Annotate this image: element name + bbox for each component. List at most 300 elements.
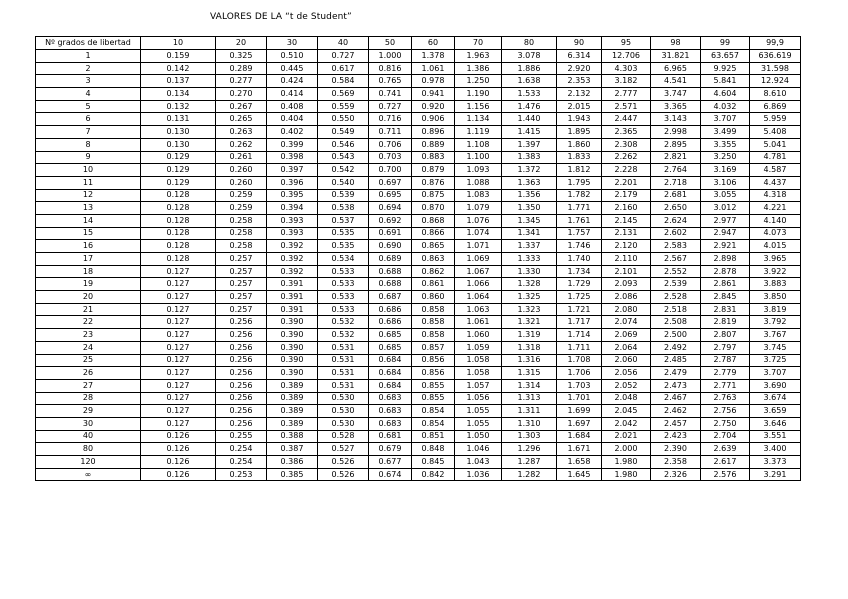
- value-cell: 5.408: [750, 126, 801, 139]
- value-cell: 3.707: [701, 113, 750, 126]
- df-cell: 20: [36, 291, 141, 304]
- value-cell: 1.729: [557, 278, 602, 291]
- value-cell: 0.546: [318, 138, 369, 151]
- value-cell: 0.257: [216, 291, 267, 304]
- value-cell: 0.126: [141, 443, 216, 456]
- value-cell: 3.674: [750, 392, 801, 405]
- value-cell: 1.067: [455, 265, 502, 278]
- value-cell: 1.156: [455, 100, 502, 113]
- value-cell: 2.131: [602, 227, 651, 240]
- value-cell: 2.681: [651, 189, 701, 202]
- value-cell: 1.337: [502, 240, 557, 253]
- value-cell: 2.977: [701, 214, 750, 227]
- value-cell: 0.256: [216, 316, 267, 329]
- value-cell: 2.358: [651, 456, 701, 469]
- value-cell: 1.703: [557, 379, 602, 392]
- value-cell: 0.533: [318, 278, 369, 291]
- value-cell: 0.527: [318, 443, 369, 456]
- value-cell: 0.765: [369, 75, 412, 88]
- value-cell: 2.326: [651, 468, 701, 481]
- value-cell: 0.127: [141, 303, 216, 316]
- value-cell: 5.959: [750, 113, 801, 126]
- df-cell: 24: [36, 341, 141, 354]
- value-cell: 0.681: [369, 430, 412, 443]
- value-cell: 0.267: [216, 100, 267, 113]
- table-row: [36, 100, 801, 113]
- value-cell: 1.795: [557, 176, 602, 189]
- value-cell: 0.538: [318, 202, 369, 215]
- value-cell: 0.535: [318, 240, 369, 253]
- value-cell: 1.757: [557, 227, 602, 240]
- value-cell: 0.860: [412, 291, 455, 304]
- value-cell: 0.695: [369, 189, 412, 202]
- value-cell: 0.879: [412, 164, 455, 177]
- value-cell: 1.415: [502, 126, 557, 139]
- value-cell: 1.886: [502, 62, 557, 75]
- df-cell: 6: [36, 113, 141, 126]
- value-cell: 0.863: [412, 253, 455, 266]
- value-cell: 0.128: [141, 227, 216, 240]
- value-cell: 2.821: [651, 151, 701, 164]
- value-cell: 2.485: [651, 354, 701, 367]
- value-cell: 0.531: [318, 341, 369, 354]
- value-cell: 1.895: [557, 126, 602, 139]
- value-cell: 3.725: [750, 354, 801, 367]
- value-cell: 0.127: [141, 291, 216, 304]
- value-cell: 1.079: [455, 202, 502, 215]
- value-cell: 0.128: [141, 253, 216, 266]
- value-cell: 0.129: [141, 176, 216, 189]
- value-cell: 0.389: [267, 417, 318, 430]
- value-cell: 2.567: [651, 253, 701, 266]
- value-cell: 0.257: [216, 265, 267, 278]
- value-cell: 2.132: [557, 88, 602, 101]
- table-row: [36, 392, 801, 405]
- df-cell: 3: [36, 75, 141, 88]
- table-row: [36, 151, 801, 164]
- value-cell: 0.128: [141, 240, 216, 253]
- value-cell: 0.537: [318, 214, 369, 227]
- value-cell: 1.119: [455, 126, 502, 139]
- value-cell: 0.855: [412, 379, 455, 392]
- value-cell: 2.201: [602, 176, 651, 189]
- value-cell: 3.792: [750, 316, 801, 329]
- value-cell: 0.126: [141, 468, 216, 481]
- value-cell: 0.127: [141, 341, 216, 354]
- value-cell: 0.896: [412, 126, 455, 139]
- value-cell: 4.140: [750, 214, 801, 227]
- df-cell: 13: [36, 202, 141, 215]
- value-cell: 2.797: [701, 341, 750, 354]
- value-cell: 2.779: [701, 367, 750, 380]
- value-cell: 0.259: [216, 189, 267, 202]
- value-cell: 0.857: [412, 341, 455, 354]
- value-cell: 0.688: [369, 265, 412, 278]
- value-cell: 3.182: [602, 75, 651, 88]
- value-cell: 3.078: [502, 50, 557, 63]
- value-cell: 0.862: [412, 265, 455, 278]
- value-cell: 0.875: [412, 189, 455, 202]
- table-row: [36, 62, 801, 75]
- value-cell: 0.325: [216, 50, 267, 63]
- value-cell: 0.263: [216, 126, 267, 139]
- value-cell: 0.854: [412, 405, 455, 418]
- df-cell: 23: [36, 329, 141, 342]
- value-cell: 2.462: [651, 405, 701, 418]
- value-cell: 3.055: [701, 189, 750, 202]
- value-cell: 3.690: [750, 379, 801, 392]
- value-cell: 0.865: [412, 240, 455, 253]
- value-cell: 0.391: [267, 278, 318, 291]
- value-cell: 2.473: [651, 379, 701, 392]
- value-cell: 2.528: [651, 291, 701, 304]
- value-cell: 2.015: [557, 100, 602, 113]
- table-row: [36, 367, 801, 380]
- header-confidence-9: 90: [557, 37, 602, 50]
- value-cell: 2.228: [602, 164, 651, 177]
- value-cell: 2.086: [602, 291, 651, 304]
- df-cell: 16: [36, 240, 141, 253]
- header-degrees-of-freedom: Nº grados de libertad: [36, 37, 141, 50]
- value-cell: 0.256: [216, 341, 267, 354]
- table-row: [36, 126, 801, 139]
- value-cell: 0.253: [216, 468, 267, 481]
- value-cell: 2.045: [602, 405, 651, 418]
- value-cell: 2.718: [651, 176, 701, 189]
- value-cell: 0.398: [267, 151, 318, 164]
- value-cell: 0.394: [267, 202, 318, 215]
- df-cell: 30: [36, 417, 141, 430]
- value-cell: 0.535: [318, 227, 369, 240]
- value-cell: 0.391: [267, 303, 318, 316]
- table-row: [36, 202, 801, 215]
- value-cell: 0.842: [412, 468, 455, 481]
- value-cell: 1.313: [502, 392, 557, 405]
- table-row: [36, 189, 801, 202]
- value-cell: 2.845: [701, 291, 750, 304]
- value-cell: 0.254: [216, 456, 267, 469]
- table-row: [36, 176, 801, 189]
- value-cell: 0.256: [216, 329, 267, 342]
- value-cell: 2.583: [651, 240, 701, 253]
- value-cell: 0.851: [412, 430, 455, 443]
- table-row: [36, 417, 801, 430]
- value-cell: 1.056: [455, 392, 502, 405]
- df-cell: 19: [36, 278, 141, 291]
- header-confidence-1: 10: [141, 37, 216, 50]
- table-row: [36, 303, 801, 316]
- df-cell: 5: [36, 100, 141, 113]
- value-cell: 1.250: [455, 75, 502, 88]
- value-cell: 3.373: [750, 456, 801, 469]
- value-cell: 0.683: [369, 405, 412, 418]
- df-cell: 26: [36, 367, 141, 380]
- value-cell: 2.650: [651, 202, 701, 215]
- df-cell: 40: [36, 430, 141, 443]
- value-cell: 1.980: [602, 468, 651, 481]
- value-cell: 0.388: [267, 430, 318, 443]
- value-cell: 2.423: [651, 430, 701, 443]
- value-cell: 2.508: [651, 316, 701, 329]
- table-row: [36, 430, 801, 443]
- table-row: [36, 253, 801, 266]
- value-cell: 1.697: [557, 417, 602, 430]
- header-confidence-8: 80: [502, 37, 557, 50]
- value-cell: 0.703: [369, 151, 412, 164]
- value-cell: 1.943: [557, 113, 602, 126]
- value-cell: 2.110: [602, 253, 651, 266]
- value-cell: 4.437: [750, 176, 801, 189]
- value-cell: 0.690: [369, 240, 412, 253]
- value-cell: 1.350: [502, 202, 557, 215]
- value-cell: 1.036: [455, 468, 502, 481]
- value-cell: 1.725: [557, 291, 602, 304]
- value-cell: 1.645: [557, 468, 602, 481]
- value-cell: 0.127: [141, 405, 216, 418]
- value-cell: 0.397: [267, 164, 318, 177]
- value-cell: 2.457: [651, 417, 701, 430]
- value-cell: 0.128: [141, 214, 216, 227]
- value-cell: 1.833: [557, 151, 602, 164]
- value-cell: 1.287: [502, 456, 557, 469]
- df-cell: 120: [36, 456, 141, 469]
- value-cell: 1.383: [502, 151, 557, 164]
- value-cell: 0.159: [141, 50, 216, 63]
- value-cell: 2.602: [651, 227, 701, 240]
- value-cell: 2.101: [602, 265, 651, 278]
- value-cell: 0.510: [267, 50, 318, 63]
- value-cell: 1.069: [455, 253, 502, 266]
- value-cell: 0.424: [267, 75, 318, 88]
- value-cell: 0.549: [318, 126, 369, 139]
- value-cell: 1.323: [502, 303, 557, 316]
- value-cell: 1.093: [455, 164, 502, 177]
- value-cell: 0.531: [318, 379, 369, 392]
- value-cell: 1.310: [502, 417, 557, 430]
- value-cell: 2.492: [651, 341, 701, 354]
- value-cell: 4.221: [750, 202, 801, 215]
- value-cell: 0.289: [216, 62, 267, 75]
- value-cell: 2.353: [557, 75, 602, 88]
- value-cell: 0.258: [216, 227, 267, 240]
- t-student-table: [35, 36, 801, 481]
- value-cell: 1.684: [557, 430, 602, 443]
- value-cell: 2.920: [557, 62, 602, 75]
- df-cell: 17: [36, 253, 141, 266]
- table-row: [36, 75, 801, 88]
- table-row: [36, 354, 801, 367]
- value-cell: 0.526: [318, 456, 369, 469]
- value-cell: 5.041: [750, 138, 801, 151]
- value-cell: 0.256: [216, 354, 267, 367]
- value-cell: 1.061: [412, 62, 455, 75]
- df-cell: 2: [36, 62, 141, 75]
- value-cell: 2.771: [701, 379, 750, 392]
- value-cell: 2.060: [602, 354, 651, 367]
- value-cell: 0.559: [318, 100, 369, 113]
- value-cell: 0.711: [369, 126, 412, 139]
- value-cell: 0.390: [267, 329, 318, 342]
- value-cell: 0.386: [267, 456, 318, 469]
- value-cell: 0.257: [216, 278, 267, 291]
- value-cell: 3.747: [651, 88, 701, 101]
- value-cell: 0.126: [141, 456, 216, 469]
- value-cell: 1.058: [455, 354, 502, 367]
- value-cell: 0.270: [216, 88, 267, 101]
- value-cell: 0.687: [369, 291, 412, 304]
- value-cell: 2.861: [701, 278, 750, 291]
- value-cell: 1.315: [502, 367, 557, 380]
- table-row: [36, 291, 801, 304]
- table-row: [36, 468, 801, 481]
- value-cell: 1.721: [557, 303, 602, 316]
- value-cell: 0.526: [318, 468, 369, 481]
- value-cell: 1.397: [502, 138, 557, 151]
- value-cell: 0.889: [412, 138, 455, 151]
- value-cell: 0.683: [369, 392, 412, 405]
- value-cell: 0.539: [318, 189, 369, 202]
- value-cell: 1.055: [455, 417, 502, 430]
- value-cell: 2.056: [602, 367, 651, 380]
- value-cell: 2.447: [602, 113, 651, 126]
- value-cell: 636.619: [750, 50, 801, 63]
- value-cell: 2.777: [602, 88, 651, 101]
- value-cell: 0.131: [141, 113, 216, 126]
- value-cell: 0.685: [369, 329, 412, 342]
- value-cell: 1.319: [502, 329, 557, 342]
- value-cell: 2.947: [701, 227, 750, 240]
- df-cell: 18: [36, 265, 141, 278]
- value-cell: 0.254: [216, 443, 267, 456]
- value-cell: 0.532: [318, 329, 369, 342]
- table-row: [36, 227, 801, 240]
- value-cell: 2.764: [651, 164, 701, 177]
- value-cell: 0.255: [216, 430, 267, 443]
- value-cell: 0.130: [141, 126, 216, 139]
- value-cell: 0.858: [412, 303, 455, 316]
- value-cell: 0.697: [369, 176, 412, 189]
- value-cell: 0.395: [267, 189, 318, 202]
- df-cell: 8: [36, 138, 141, 151]
- value-cell: 0.256: [216, 405, 267, 418]
- value-cell: 0.277: [216, 75, 267, 88]
- value-cell: 3.819: [750, 303, 801, 316]
- value-cell: 1.074: [455, 227, 502, 240]
- table-row: [36, 265, 801, 278]
- table-row: [36, 329, 801, 342]
- value-cell: 0.685: [369, 341, 412, 354]
- value-cell: 0.533: [318, 291, 369, 304]
- value-cell: 1.000: [369, 50, 412, 63]
- value-cell: 2.895: [651, 138, 701, 151]
- value-cell: 0.393: [267, 227, 318, 240]
- value-cell: 0.390: [267, 316, 318, 329]
- value-cell: 1.055: [455, 405, 502, 418]
- value-cell: 0.258: [216, 214, 267, 227]
- value-cell: 0.856: [412, 367, 455, 380]
- value-cell: 0.262: [216, 138, 267, 151]
- value-cell: 2.052: [602, 379, 651, 392]
- value-cell: 0.978: [412, 75, 455, 88]
- value-cell: 0.390: [267, 354, 318, 367]
- value-cell: 1.701: [557, 392, 602, 405]
- value-cell: 9.925: [701, 62, 750, 75]
- value-cell: 0.569: [318, 88, 369, 101]
- value-cell: 0.129: [141, 151, 216, 164]
- value-cell: 2.639: [701, 443, 750, 456]
- value-cell: 1.533: [502, 88, 557, 101]
- value-cell: 0.128: [141, 202, 216, 215]
- value-cell: 0.677: [369, 456, 412, 469]
- value-cell: 1.341: [502, 227, 557, 240]
- value-cell: 0.688: [369, 278, 412, 291]
- table-row: [36, 379, 801, 392]
- value-cell: 2.365: [602, 126, 651, 139]
- value-cell: 0.389: [267, 392, 318, 405]
- value-cell: 2.021: [602, 430, 651, 443]
- df-cell: ∞: [36, 468, 141, 481]
- value-cell: 0.261: [216, 151, 267, 164]
- value-cell: 31.598: [750, 62, 801, 75]
- value-cell: 3.355: [701, 138, 750, 151]
- value-cell: 1.671: [557, 443, 602, 456]
- value-cell: 63.657: [701, 50, 750, 63]
- value-cell: 0.127: [141, 379, 216, 392]
- value-cell: 0.391: [267, 291, 318, 304]
- value-cell: 3.400: [750, 443, 801, 456]
- value-cell: 2.145: [602, 214, 651, 227]
- value-cell: 2.308: [602, 138, 651, 151]
- value-cell: 1.708: [557, 354, 602, 367]
- value-cell: 0.390: [267, 367, 318, 380]
- value-cell: 2.467: [651, 392, 701, 405]
- value-cell: 2.500: [651, 329, 701, 342]
- value-cell: 0.679: [369, 443, 412, 456]
- value-cell: 3.883: [750, 278, 801, 291]
- value-cell: 3.291: [750, 468, 801, 481]
- value-cell: 6.869: [750, 100, 801, 113]
- table-row: [36, 316, 801, 329]
- value-cell: 4.604: [701, 88, 750, 101]
- value-cell: 6.314: [557, 50, 602, 63]
- df-cell: 10: [36, 164, 141, 177]
- value-cell: 0.684: [369, 354, 412, 367]
- value-cell: 1.356: [502, 189, 557, 202]
- value-cell: 5.841: [701, 75, 750, 88]
- value-cell: 1.057: [455, 379, 502, 392]
- value-cell: 1.333: [502, 253, 557, 266]
- header-row: [36, 37, 801, 50]
- value-cell: 0.445: [267, 62, 318, 75]
- value-cell: 2.787: [701, 354, 750, 367]
- value-cell: 1.714: [557, 329, 602, 342]
- value-cell: 3.499: [701, 126, 750, 139]
- value-cell: 1.740: [557, 253, 602, 266]
- value-cell: 0.716: [369, 113, 412, 126]
- value-cell: 0.686: [369, 316, 412, 329]
- header-confidence-7: 70: [455, 37, 502, 50]
- value-cell: 0.142: [141, 62, 216, 75]
- value-cell: 0.533: [318, 265, 369, 278]
- value-cell: 2.576: [701, 468, 750, 481]
- value-cell: 0.856: [412, 354, 455, 367]
- value-cell: 1.658: [557, 456, 602, 469]
- value-cell: 0.414: [267, 88, 318, 101]
- value-cell: 1.314: [502, 379, 557, 392]
- value-cell: 0.854: [412, 417, 455, 430]
- value-cell: 2.998: [651, 126, 701, 139]
- value-cell: 0.126: [141, 430, 216, 443]
